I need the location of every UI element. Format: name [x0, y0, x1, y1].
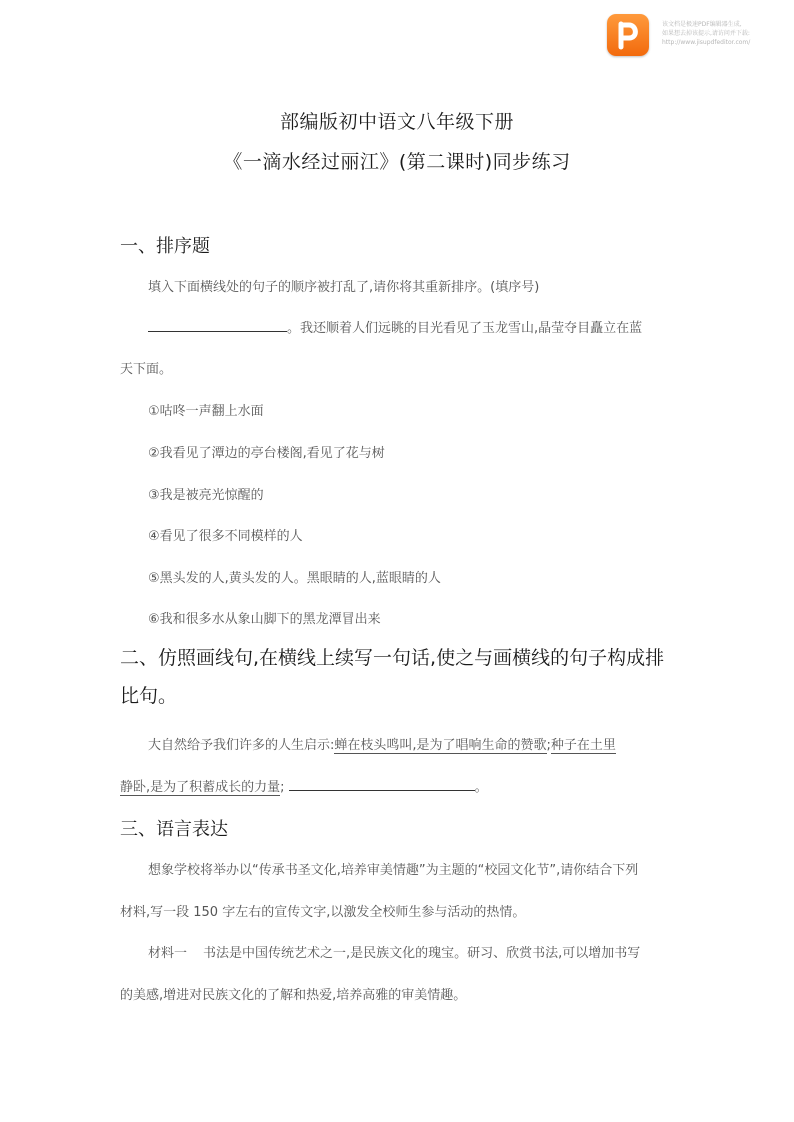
option-item-1: ①咕咚一声翻上水面	[148, 404, 264, 419]
section2-line1	[148, 734, 616, 753]
section2-line2	[120, 776, 488, 795]
section2-heading: 二、仿照画线句,在横线上续写一句话,使之与画横线的句子构成排比句。	[120, 647, 665, 707]
answer-blank-2[interactable]	[289, 776, 475, 791]
material-text: 书法是中国传统艺术之一,是民族文化的瑰宝。研习、欣赏书法,可以增加书写	[203, 946, 641, 961]
option-item-5: ⑤黑头发的人,黄头发的人。黑眼睛的人,蓝眼睛的人	[148, 571, 441, 586]
watermark-line: http://www.jisupdfeditor.com/	[662, 39, 751, 46]
underlined-sentence-1: 蝉在枝头鸣叫,是为了唱响生命的赞歌	[334, 738, 547, 753]
watermark-line: 如果想去掉该提示,请访问并下载:	[662, 30, 750, 37]
section1-heading: 一、排序题	[120, 236, 210, 257]
material-label: 材料一	[148, 946, 188, 961]
sentence-text: 。我还顺着人们远眺的目光看见了玉龙雪山,晶莹夺目矗立在蓝	[287, 321, 643, 336]
watermark-text	[662, 20, 787, 47]
option-item-4: ④看见了很多不同模样的人	[148, 529, 303, 544]
section1-sentence	[148, 317, 642, 336]
p-letter-icon	[607, 14, 649, 56]
section3-heading: 三、语言表达	[120, 819, 228, 840]
option-item-6: ⑥我和很多水从象山脚下的黑龙潭冒出来	[148, 612, 381, 627]
underlined-sentence-2b: 静卧,是为了积蓄成长的力量	[120, 780, 281, 795]
answer-blank-1[interactable]	[148, 317, 287, 332]
section3-para2-line2: 的美感,增进对民族文化的了解和热爱,培养高雅的审美情趣。	[120, 988, 467, 1003]
option-item-2: ②我看见了潭边的亭台楼阁,看见了花与树	[148, 446, 385, 461]
section1-sentence-cont: 天下面。	[120, 362, 173, 377]
pdf-editor-logo-icon	[607, 14, 649, 56]
section2-prefix: 大自然给予我们许多的人生启示:	[148, 738, 335, 753]
watermark-line: 该文档是极速PDF编辑器生成,	[662, 21, 742, 28]
option-item-3: ③我是被亮光惊醒的	[148, 488, 264, 503]
section3-para1-line2: 材料,写一段 150 字左右的宣传文字,以激发全校师生参与活动的热情。	[120, 905, 526, 920]
section3-para1-line1: 想象学校将举办以“传承书圣文化,培养审美情趣”为主题的“校园文化节”,请你结合下列	[148, 863, 639, 878]
separator: ;	[280, 780, 285, 795]
section3-para2-line1	[148, 942, 640, 961]
separator: ;	[546, 738, 551, 753]
sentence-end: 。	[474, 780, 488, 795]
underlined-sentence-2a: 种子在土里	[550, 738, 616, 753]
page-subtitle: 《一滴水经过丽江》(第二课时)同步练习	[223, 151, 571, 173]
section1-instruction: 填入下面横线处的句子的顺序被打乱了,请你将其重新排序。(填序号)	[148, 280, 540, 295]
page-title: 部编版初中语文八年级下册	[279, 111, 514, 133]
